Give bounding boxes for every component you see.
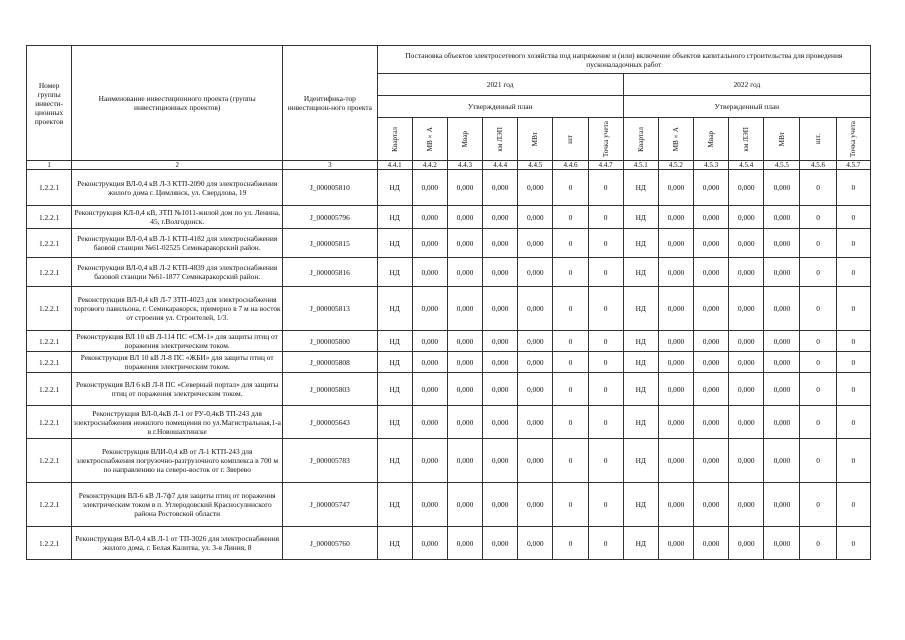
value-cell: 0,000 (658, 352, 693, 373)
value-cell: 0 (836, 331, 870, 352)
value-cell: 0 (588, 287, 623, 331)
value-cell: 0 (588, 483, 623, 527)
subcol-label: МВ×А (425, 126, 434, 152)
subcol-label: км ЛЭП (496, 126, 505, 152)
value-cell: 0,000 (694, 439, 729, 483)
column-number: 4.5.6 (800, 161, 836, 170)
value-cell: 0,000 (764, 331, 800, 352)
value-cell: 0,000 (412, 331, 447, 352)
project-name-cell: Реконструкция ВЛ-0,4 кВ Л-1 КТП-4182 для электроснабжения баовой станции №61-02525 Семикаракорский район. (72, 229, 283, 258)
value-cell: 0,000 (764, 287, 800, 331)
value-cell: НД (377, 331, 412, 352)
column-number: 4.4.6 (553, 161, 588, 170)
table-row (27, 439, 871, 483)
value-cell: 0,000 (729, 331, 764, 352)
value-cell: 0 (836, 170, 870, 206)
column-number: 1 (27, 161, 72, 170)
value-cell: НД (377, 483, 412, 527)
subcol-2022-5 (800, 118, 836, 161)
value-cell: НД (623, 229, 658, 258)
value-cell: 0 (836, 439, 870, 483)
value-cell: НД (623, 373, 658, 406)
value-cell: 0,000 (694, 206, 729, 229)
value-cell: 0,000 (483, 258, 518, 287)
value-cell: НД (377, 352, 412, 373)
header-plan-2022: Утвержденный план (623, 96, 870, 118)
project-name-cell: Реконструкция ВЛ 10 кВ Л-8 ПС «ЖБИ» для защиты птиц от поражения электрическим током. (72, 352, 283, 373)
value-cell: 0 (800, 439, 836, 483)
value-cell: 0,000 (729, 373, 764, 406)
value-cell: 0,000 (483, 406, 518, 439)
column-number: 4.4.1 (377, 161, 412, 170)
group-number-cell: 1.2.2.1 (27, 527, 72, 560)
value-cell: НД (623, 406, 658, 439)
value-cell: 0,000 (694, 406, 729, 439)
value-cell: 0,000 (518, 331, 553, 352)
value-cell: НД (623, 258, 658, 287)
project-id-cell: J_000005800 (283, 331, 377, 352)
value-cell: 0,000 (518, 206, 553, 229)
value-cell: НД (377, 258, 412, 287)
value-cell: 0,000 (658, 229, 693, 258)
value-cell: 0 (553, 206, 588, 229)
value-cell: 0 (836, 258, 870, 287)
value-cell: НД (623, 170, 658, 206)
value-cell: 0,000 (447, 352, 482, 373)
subcol-2021-4 (518, 118, 553, 161)
value-cell: 0,000 (518, 229, 553, 258)
value-cell: НД (377, 527, 412, 560)
column-number: 4.5.7 (836, 161, 870, 170)
group-number-cell: 1.2.2.1 (27, 406, 72, 439)
subcol-label: Квартал (390, 126, 399, 152)
value-cell: НД (377, 229, 412, 258)
project-id-cell: J_000005643 (283, 406, 377, 439)
value-cell: 0,000 (447, 439, 482, 483)
value-cell: 0,000 (694, 352, 729, 373)
value-cell: 0 (553, 439, 588, 483)
group-number-cell: 1.2.2.1 (27, 483, 72, 527)
value-cell: 0,000 (694, 258, 729, 287)
value-cell: 0 (800, 406, 836, 439)
group-number-cell: 1.2.2.1 (27, 331, 72, 352)
value-cell: 0 (836, 229, 870, 258)
value-cell: 0 (836, 206, 870, 229)
project-name-cell: Реконструкция ВЛИ-0,4 кВ от Л-1 КТП-243 для электроснабжения погрузочно-разгрузочного комплекса в 700 м по направлению на северо-восток от г. Зверево (72, 439, 283, 483)
value-cell: 0,000 (764, 483, 800, 527)
value-cell: 0,000 (764, 439, 800, 483)
group-number-cell: 1.2.2.1 (27, 206, 72, 229)
project-name-cell: Реконструкция ВЛ-0,4кВ Л-1 от РУ-0,4кВ ТП-243 для электроснабжения нежилого помещения по ул.Магистральная,1-а в г.Новошахтинске (72, 406, 283, 439)
subcol-label: МВт (531, 131, 540, 147)
table-row (27, 229, 871, 258)
value-cell: 0,000 (483, 170, 518, 206)
project-id-cell: J_000005816 (283, 258, 377, 287)
value-cell: 0,000 (483, 483, 518, 527)
subcol-2022-1 (658, 118, 693, 161)
table-row (27, 406, 871, 439)
header-plan-2021: Утвержденный план (377, 96, 623, 118)
group-number-cell: 1.2.2.1 (27, 439, 72, 483)
value-cell: 0,000 (764, 258, 800, 287)
group-number-cell: 1.2.2.1 (27, 373, 72, 406)
value-cell: 0 (553, 331, 588, 352)
subcol-label: Точка учета (849, 120, 858, 158)
subcol-label: км ЛЭП (742, 126, 751, 152)
value-cell: 0 (836, 373, 870, 406)
value-cell: 0,000 (483, 527, 518, 560)
column-number: 4.5.4 (729, 161, 764, 170)
column-number: 4.5.1 (623, 161, 658, 170)
value-cell: 0,000 (729, 258, 764, 287)
value-cell: 0 (800, 287, 836, 331)
value-cell: 0,000 (729, 170, 764, 206)
project-id-cell: J_000005803 (283, 373, 377, 406)
value-cell: 0 (836, 352, 870, 373)
value-cell: 0 (553, 352, 588, 373)
value-cell: 0 (800, 352, 836, 373)
value-cell: 0,000 (518, 352, 553, 373)
value-cell: 0 (588, 229, 623, 258)
column-number: 4.4.3 (447, 161, 482, 170)
group-number-cell: 1.2.2.1 (27, 287, 72, 331)
subcol-label: Мвар (707, 130, 716, 148)
value-cell: 0,000 (729, 206, 764, 229)
value-cell: 0 (553, 527, 588, 560)
value-cell: 0,000 (729, 287, 764, 331)
value-cell: НД (377, 170, 412, 206)
value-cell: 0 (553, 483, 588, 527)
value-cell: 0,000 (658, 373, 693, 406)
value-cell: 0,000 (518, 527, 553, 560)
value-cell: 0,000 (658, 483, 693, 527)
value-cell: 0,000 (447, 258, 482, 287)
project-id-cell: J_000005810 (283, 170, 377, 206)
value-cell: 0,000 (447, 373, 482, 406)
value-cell: 0,000 (729, 527, 764, 560)
value-cell: 0 (800, 483, 836, 527)
value-cell: 0,000 (764, 527, 800, 560)
project-id-cell: J_000005796 (283, 206, 377, 229)
value-cell: 0 (836, 287, 870, 331)
table-row (27, 206, 871, 229)
project-id-cell: J_000005747 (283, 483, 377, 527)
subcol-2021-2 (447, 118, 482, 161)
value-cell: 0,000 (412, 229, 447, 258)
value-cell: 0,000 (764, 229, 800, 258)
subcol-label: МВ×А (671, 126, 680, 152)
subcol-2021-6 (588, 118, 623, 161)
value-cell: 0 (553, 287, 588, 331)
subcol-label: Мвар (460, 130, 469, 148)
value-cell: 0 (800, 373, 836, 406)
value-cell: 0,000 (412, 439, 447, 483)
value-cell: 0,000 (412, 483, 447, 527)
value-cell: 0,000 (658, 206, 693, 229)
value-cell: 0 (588, 258, 623, 287)
project-name-cell: Реконструкция ВЛ 10 кВ Л-114 ПС «СМ-1» для защиты птиц от поражения электрическим током. (72, 331, 283, 352)
value-cell: 0,000 (764, 352, 800, 373)
subcol-label: шт. (814, 134, 823, 144)
column-numbers-row (27, 161, 871, 170)
column-number: 4.4.5 (518, 161, 553, 170)
value-cell: 0,000 (412, 170, 447, 206)
subcol-2021-5 (553, 118, 588, 161)
subcol-2022-4 (764, 118, 800, 161)
project-id-cell: J_000005813 (283, 287, 377, 331)
investment-table (26, 45, 871, 560)
value-cell: 0 (800, 206, 836, 229)
value-cell: 0,000 (694, 229, 729, 258)
header-year-2022: 2022 год (623, 74, 870, 96)
table-row (27, 527, 871, 560)
project-id-cell: J_000005783 (283, 439, 377, 483)
value-cell: 0,000 (518, 406, 553, 439)
value-cell: НД (623, 527, 658, 560)
value-cell: 0 (588, 170, 623, 206)
value-cell: 0,000 (518, 287, 553, 331)
subcol-label: Квартал (636, 126, 645, 152)
subcol-2022-6 (836, 118, 870, 161)
value-cell: 0 (836, 406, 870, 439)
subcol-2022-3 (729, 118, 764, 161)
value-cell: 0,000 (694, 483, 729, 527)
value-cell: 0 (588, 373, 623, 406)
value-cell: 0,000 (694, 373, 729, 406)
group-number-cell: 1.2.2.1 (27, 258, 72, 287)
value-cell: 0 (800, 170, 836, 206)
value-cell: 0,000 (447, 206, 482, 229)
column-number: 4.5.3 (694, 161, 729, 170)
value-cell: 0 (553, 406, 588, 439)
value-cell: 0,000 (447, 229, 482, 258)
header-group-number: Номер группы инвести-ционных проектов (27, 46, 72, 161)
column-number: 4.5.2 (658, 161, 693, 170)
table-row (27, 170, 871, 206)
value-cell: НД (623, 439, 658, 483)
value-cell: НД (623, 483, 658, 527)
value-cell: 0,000 (412, 373, 447, 406)
value-cell: 0 (588, 331, 623, 352)
value-cell: 0,000 (658, 406, 693, 439)
project-name-cell: Реконструкция ВЛ-0,4 кВ Л-2 КТП-4839 для электроснабжения базовой станции №61-1877 Семикаракорский район. (72, 258, 283, 287)
value-cell: 0 (800, 229, 836, 258)
project-name-cell: Реконструкция КЛ-0,4 кВ, ЗТП №1011-жилой дом по ул. Ленина, 45, г.Волгодонск. (72, 206, 283, 229)
value-cell: 0,000 (764, 373, 800, 406)
value-cell: 0,000 (412, 287, 447, 331)
value-cell: 0,000 (694, 287, 729, 331)
value-cell: 0 (836, 527, 870, 560)
value-cell: 0,000 (483, 373, 518, 406)
project-id-cell: J_000005808 (283, 352, 377, 373)
value-cell: 0 (800, 527, 836, 560)
value-cell: 0,000 (658, 170, 693, 206)
project-name-cell: Реконструкция ВЛ-0,4 кВ Л-1 от ТП-3026 для электроснабжения жилого дома, г. Белая Калитва, ул. 3-я Линия, 8 (72, 527, 283, 560)
value-cell: 0 (836, 483, 870, 527)
value-cell: НД (623, 331, 658, 352)
value-cell: 0,000 (764, 206, 800, 229)
table-row (27, 352, 871, 373)
project-id-cell: J_000005760 (283, 527, 377, 560)
value-cell: НД (377, 439, 412, 483)
value-cell: 0,000 (412, 258, 447, 287)
table-header (27, 46, 871, 161)
value-cell: 0 (553, 258, 588, 287)
value-cell: 0,000 (518, 170, 553, 206)
table-row (27, 287, 871, 331)
header-project-id: Идентифика-тор инвестицион-ного проекта (283, 46, 377, 161)
value-cell: 0,000 (447, 331, 482, 352)
value-cell: НД (623, 206, 658, 229)
value-cell: 0,000 (518, 439, 553, 483)
value-cell: 0,000 (694, 331, 729, 352)
value-cell: 0 (588, 439, 623, 483)
table-row (27, 483, 871, 527)
subcol-2021-3 (483, 118, 518, 161)
value-cell: 0,000 (412, 527, 447, 560)
group-number-cell: 1.2.2.1 (27, 229, 72, 258)
value-cell: 0,000 (483, 439, 518, 483)
value-cell: 0,000 (658, 331, 693, 352)
column-number: 2 (72, 161, 283, 170)
value-cell: 0,000 (764, 170, 800, 206)
value-cell: 0,000 (483, 331, 518, 352)
value-cell: НД (377, 406, 412, 439)
value-cell: 0,000 (412, 352, 447, 373)
value-cell: 0,000 (658, 287, 693, 331)
value-cell: 0,000 (412, 206, 447, 229)
value-cell: 0 (588, 352, 623, 373)
subcol-label: Точка учета (601, 120, 610, 158)
value-cell: 0,000 (483, 287, 518, 331)
subcol-label: МВт (777, 131, 786, 147)
project-name-cell: Реконструкция ВЛ-6 кВ Л-7ф7 для защиты птиц от поражения электрическим током в п. Углеродовский Красносулинского района Ростовской области (72, 483, 283, 527)
value-cell: 0,000 (518, 258, 553, 287)
value-cell: 0 (588, 527, 623, 560)
value-cell: 0,000 (447, 170, 482, 206)
value-cell: 0,000 (483, 206, 518, 229)
value-cell: 0,000 (447, 527, 482, 560)
project-id-cell: J_000005815 (283, 229, 377, 258)
subcol-2022-2 (694, 118, 729, 161)
value-cell: 0 (553, 229, 588, 258)
value-cell: 0 (553, 373, 588, 406)
subcol-2021-0 (377, 118, 412, 161)
value-cell: НД (377, 373, 412, 406)
project-name-cell: Реконструкция ВЛ-0,4 кВ Л-3 КТП-2090 для электроснабжения жилого дома г. Цимлянск, ул. Свердлова, 19 (72, 170, 283, 206)
project-name-cell: Реконструкция ВЛ 6 кВ Л-8 ПС «Северный портал» для защиты птиц от поражения электрическим током. (72, 373, 283, 406)
subcol-2021-1 (412, 118, 447, 161)
column-number: 4.5.5 (764, 161, 800, 170)
value-cell: 0,000 (658, 439, 693, 483)
value-cell: 0 (588, 406, 623, 439)
value-cell: 0,000 (447, 483, 482, 527)
value-cell: НД (377, 206, 412, 229)
value-cell: 0,000 (729, 352, 764, 373)
value-cell: 0,000 (447, 406, 482, 439)
header-year-2021: 2021 год (377, 74, 623, 96)
value-cell: НД (377, 287, 412, 331)
column-number: 4.4.7 (588, 161, 623, 170)
value-cell: 0 (800, 258, 836, 287)
column-number: 3 (283, 161, 377, 170)
value-cell: 0,000 (694, 527, 729, 560)
value-cell: 0,000 (483, 229, 518, 258)
value-cell: 0,000 (729, 229, 764, 258)
table-body (27, 161, 871, 560)
value-cell: НД (623, 352, 658, 373)
value-cell: 0,000 (483, 352, 518, 373)
value-cell: 0 (553, 170, 588, 206)
column-number: 4.4.2 (412, 161, 447, 170)
header-main-title: Постановка объектов электросетевого хозяйства под напряжение и (или) включение объектов капитального строительства для проведения пусконаладочных работ (377, 46, 870, 74)
value-cell: 0,000 (729, 483, 764, 527)
value-cell: 0,000 (729, 439, 764, 483)
value-cell: 0 (800, 331, 836, 352)
group-number-cell: 1.2.2.1 (27, 170, 72, 206)
column-number: 4.4.4 (483, 161, 518, 170)
table-row (27, 373, 871, 406)
value-cell: 0,000 (518, 483, 553, 527)
value-cell: 0,000 (658, 258, 693, 287)
value-cell: 0,000 (412, 406, 447, 439)
subcol-label: шт (566, 134, 575, 144)
subcol-2022-0 (623, 118, 658, 161)
table-row (27, 258, 871, 287)
value-cell: 0,000 (694, 170, 729, 206)
group-number-cell: 1.2.2.1 (27, 352, 72, 373)
value-cell: 0 (588, 206, 623, 229)
header-project-name: Наименование инвестиционного проекта (группы инвестиционных проектов) (72, 46, 283, 161)
value-cell: 0,000 (518, 373, 553, 406)
value-cell: 0,000 (658, 527, 693, 560)
project-name-cell: Реконструкция ВЛ-0,4 кВ Л-7 ЗТП-4023 для электроснабжения торгового павильона, г. Семикаракорск, примерно в 7 м на восток от строения ул. Строителей, 1/3. (72, 287, 283, 331)
value-cell: 0,000 (764, 406, 800, 439)
value-cell: 0,000 (447, 287, 482, 331)
value-cell: 0,000 (729, 406, 764, 439)
value-cell: НД (623, 287, 658, 331)
table-row (27, 331, 871, 352)
